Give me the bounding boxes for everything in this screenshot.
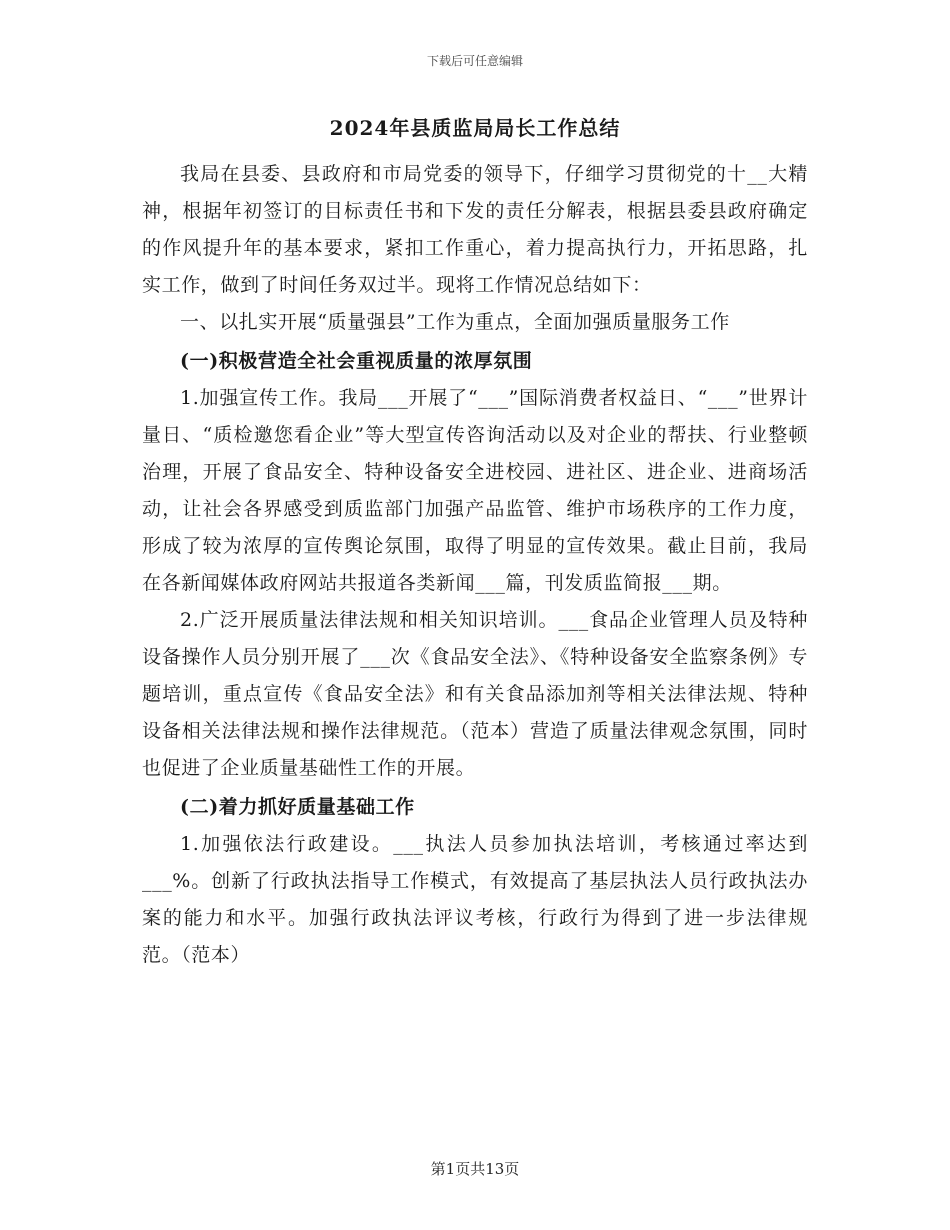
section-heading-1: 一、以扎实开展“质量强县”工作为重点，全面加强质量服务工作 <box>180 311 730 333</box>
body-paragraph: 2.广泛开展质量法律法规和相关知识培训。___食品企业管理人员及特种设备操作人员分别开展了___次《食品安全法》、《特种设备安全监察条例》专题培训，重点宣传《食品安全法》和有关食品添加剂等相关法律法规、特种设备相关法律法规和操作法律规范。（范本）营造了质量法律观念氛围，同时也促进了企业质量基础性工作的开展。 <box>142 609 808 779</box>
body-paragraph: 1.加强依法行政建设。___执法人员参加执法培训，考核通过率达到___%。创新了行政执法指导工作模式，有效提高了基层执法人员行政执法办案的能力和水平。加强行政执法评议考核，行政行为得到了进一步法律规范。（范本） <box>142 833 808 966</box>
document-body <box>142 108 808 974</box>
body-paragraph: 1.加强宣传工作。我局___开展了“___”国际消费者权益日、“___”世界计量日、“质检邀您看企业”等大型宣传咨询活动以及对企业的帮扶、行业整顿治理，开展了食品安全、特种设备安全进校园、进社区、进企业、进商场活动，让社会各界感受到质监部门加强产品监管、维护市场秩序的工作力度，形成了较为浓厚的宣传舆论氛围，取得了明显的宣传效果。截止目前，我局在各新闻媒体政府网站共报道各类新闻___篇，刊发质监简报___期。 <box>142 387 808 594</box>
intro-paragraph: 我局在县委、县政府和市局党委的领导下，仔细学习贯彻党的十__大精神，根据年初签订的目标责任书和下发的责任分解表，根据县委县政府确定的作风提升年的基本要求，紧扣工作重心，着力提高执行力，开拓思路，扎实工作，做到了时间任务双过半。现将工作情况总结如下： <box>142 163 808 296</box>
page-header-note: 下载后可任意编辑 <box>426 54 523 68</box>
page-number: 第1页共13页 <box>430 1160 520 1178</box>
sub-heading-1: (一)积极营造全社会重视质量的浓厚氛围 <box>180 350 533 372</box>
sub-heading-2: (二)着力抓好质量基础工作 <box>180 796 415 818</box>
document-title: 2024年县质监局局长工作总结 <box>329 116 621 140</box>
